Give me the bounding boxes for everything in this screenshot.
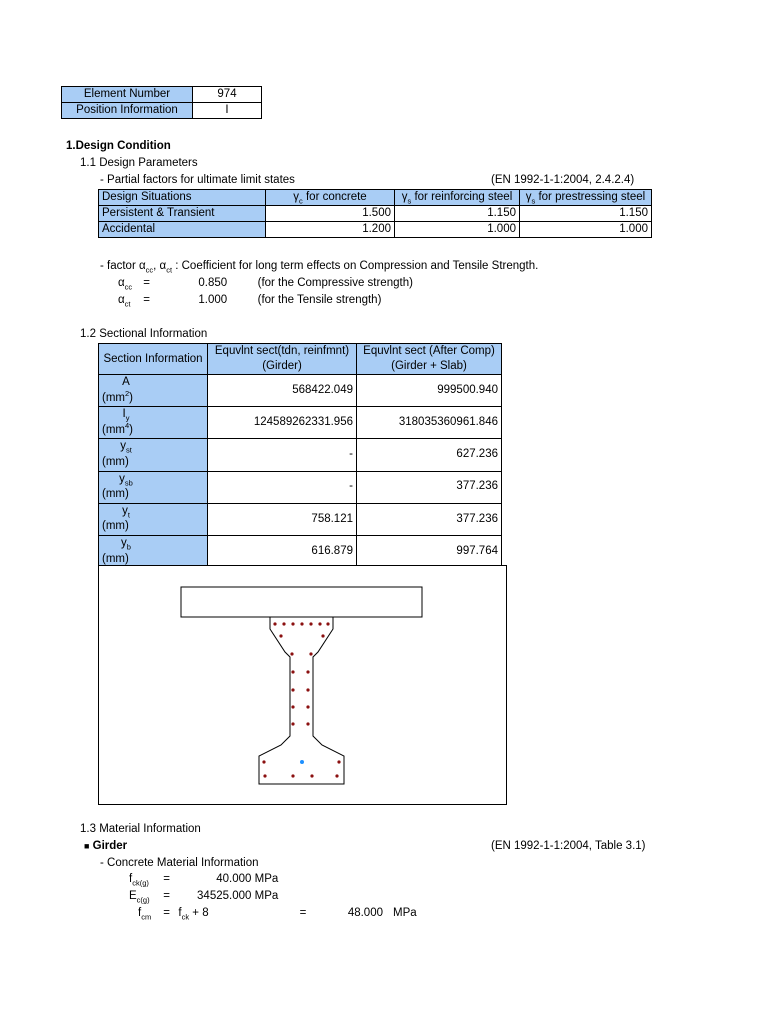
tendon-dot [300,622,303,625]
girder-value-cell: 124589262331.956 [208,407,357,439]
partial-factors-text: - Partial factors for ultimate limit states [100,174,295,186]
table-row [99,222,652,238]
concrete-cell: 1.500 [266,206,395,222]
table-row [99,407,502,439]
cross-section-svg [99,566,506,804]
tendon-dot [306,705,309,708]
girder-value-cell: 758.121 [208,503,357,535]
girder-ref: (EN 1992-1-1:2004, Table 3.1) [491,840,646,852]
header-section-info: Section Information [99,344,208,375]
table-row [62,103,262,119]
property-cell: $y_b(mm)$ [99,535,208,567]
tendon-dot [335,774,338,777]
composite-value-cell: 318035360961.846 [357,407,502,439]
subsection-1-3 [80,823,201,835]
subsection-number: 1.2 [80,328,96,340]
tendon-dot [273,622,276,625]
tendon-dot [309,622,312,625]
girder-value-cell: 568422.049 [208,375,357,407]
tendon-dot [282,622,285,625]
partial-factors-ref: (EN 1992-1-1:2004, 2.4.2.4) [491,174,635,186]
tendon-dot [306,688,309,691]
partial-factors-table [98,189,652,238]
girder-value-cell: 616.879 [208,535,357,567]
header-design-situations: Design Situations [99,190,266,206]
tendon-dot [306,722,309,725]
header-girder: Equvlnt sect(tdn, reinfmnt) (Girder) [208,344,357,375]
composite-value-cell: 997.764 [357,535,502,567]
girder-heading [84,840,127,852]
cross-section-drawing [98,565,507,805]
reinf-cell: 1.000 [395,222,520,238]
tendon-dot [318,622,321,625]
header-concrete: $\gamma_c$ for concrete [266,190,395,206]
tendon-dot [291,670,294,673]
subsection-title: Sectional Information [99,328,208,340]
subsection-number: 1.1 [80,157,96,169]
tendon-dot [291,688,294,691]
table-row [99,503,502,535]
header-prestressing: $\gamma_s$ for prestressing steel [520,190,652,206]
composite-value-cell: 999500.940 [357,375,502,407]
fcm-row: $f_{cm} = f_{ck} + 8 = 48.000$ MPa [138,907,417,922]
tendon-dot [309,652,312,655]
fck-row: $f_{ck(g)} = 40.000$ MPa [129,873,279,888]
tendon-dot [291,774,294,777]
table-row [99,471,502,503]
prestress-cell: 1.000 [520,222,652,238]
tendon-dot [321,634,324,637]
alpha-intro: - factor $\alpha_{cc}$, $\alpha_{ct}$ : Coefficient for long term effects on Compression and Tensile Strength. [100,260,539,275]
tendon-dot [291,622,294,625]
bullet-icon: ■ [84,841,90,851]
property-cell: $A(mm^2)$ [99,375,208,407]
concrete-info-text: - Concrete Material Information [100,857,259,869]
subsection-title: Material Information [99,823,201,835]
section-title: 1.Design Condition [66,140,171,152]
centroid-marker [300,760,304,764]
tendon-dot [310,774,313,777]
property-cell: $y_{st}(mm)$ [99,439,208,471]
subsection-1-1 [80,157,198,169]
subsection-number: 1.3 [80,823,96,835]
table-row [99,375,502,407]
table-row [99,535,502,567]
tendon-dot [306,670,309,673]
tendon-dot [290,652,293,655]
tendon-dot [262,760,265,763]
tendon-group [262,622,340,777]
property-cell: $y_t(mm)$ [99,503,208,535]
concrete-cell: 1.200 [266,222,395,238]
girder-value-cell: - [208,471,357,503]
tendon-dot [263,774,266,777]
tendon-dot [279,634,282,637]
prestress-cell: 1.150 [520,206,652,222]
table-row [99,206,652,222]
composite-value-cell: 627.236 [357,439,502,471]
table-row [99,190,652,206]
reinf-cell: 1.150 [395,206,520,222]
table-row [99,344,502,375]
element-table [61,86,262,119]
table-row [99,439,502,471]
alpha-ct-row: $\alpha_{ct} = 1.000$ (for the Tensile strength) [118,294,382,309]
property-cell: $I_y(mm^4)$ [99,407,208,439]
tendon-dot [291,722,294,725]
composite-value-cell: 377.236 [357,471,502,503]
tendon-dot [337,760,340,763]
girder-label: Girder [92,840,128,852]
situation-cell: Persistent & Transient [99,206,266,222]
tendon-dot [291,705,294,708]
girder-value-cell: - [208,439,357,471]
situation-cell: Accidental [99,222,266,238]
property-cell: $y_{sb}(mm)$ [99,471,208,503]
position-info-label: Position Information [62,103,193,119]
ec-row: $E_{c(g)} = 34525.000$ MPa [129,890,279,905]
header-reinforcing: $\gamma_s$ for reinforcing steel [395,190,520,206]
subsection-title: Design Parameters [99,157,198,169]
composite-value-cell: 377.236 [357,503,502,535]
slab-outline [181,587,422,617]
subsection-1-2 [80,328,207,340]
table-row [62,87,262,103]
header-composite: Equvlnt sect (After Comp) (Girder + Slab) [357,344,502,375]
alpha-cc-row: $\alpha_{cc} = 0.850$ (for the Compressive strength) [118,277,413,292]
tendon-dot [326,622,329,625]
element-number-label: Element Number [62,87,193,103]
position-info-value: I [193,103,262,119]
girder-outline [259,617,344,784]
element-number-value: 974 [193,87,262,103]
